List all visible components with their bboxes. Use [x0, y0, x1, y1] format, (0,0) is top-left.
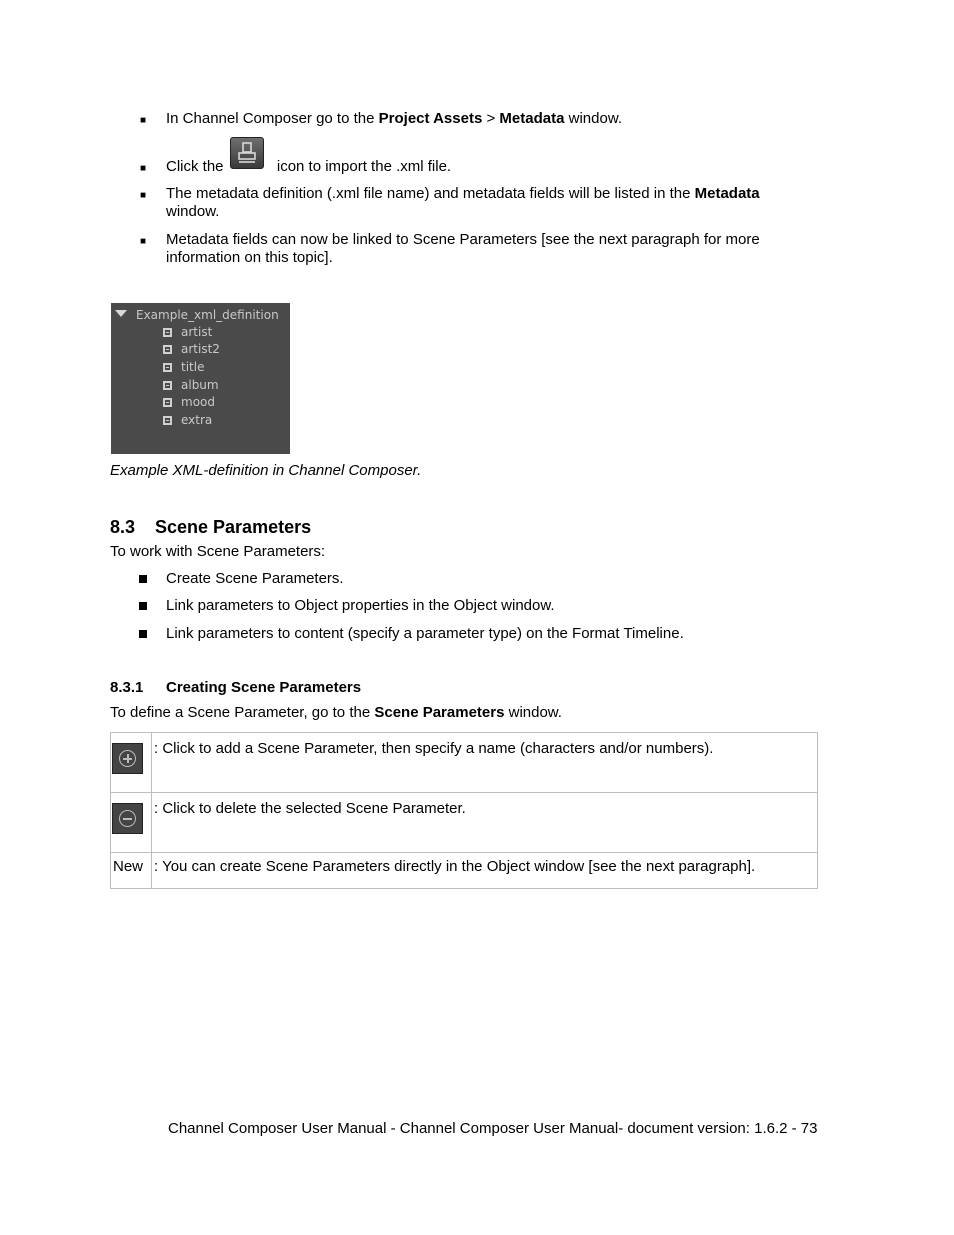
metadata-field[interactable]: artist2: [163, 341, 220, 357]
section-intro: To work with Scene Parameters:: [110, 543, 326, 560]
bullet-marker: [139, 602, 147, 610]
figure-caption: Example XML-definition in Channel Composer.: [110, 462, 422, 479]
page-footer: Channel Composer User Manual - Channel Composer User Manual- document version: 1.6.2 - 73: [168, 1120, 818, 1137]
plus-circle-icon[interactable]: [112, 743, 143, 774]
field-icon: [163, 345, 172, 354]
bullet-marker: ■: [140, 236, 147, 247]
instruction-item: The metadata definition (.xml file name) and metadata fields will be listed in the Metadata window.: [166, 185, 760, 220]
minus-circle-icon[interactable]: [112, 803, 143, 834]
bullet-marker: ■: [140, 115, 147, 126]
field-icon: [163, 363, 172, 372]
bullet-marker: [139, 630, 147, 638]
metadata-field[interactable]: artist: [163, 324, 212, 340]
import-xml-icon: [230, 137, 264, 169]
field-icon: [163, 398, 172, 407]
table-cell-description: : Click to delete the selected Scene Parameter.: [152, 793, 818, 853]
metadata-field[interactable]: extra: [163, 412, 212, 428]
step-item: Create Scene Parameters.: [166, 570, 344, 587]
field-icon: [163, 328, 172, 337]
field-icon: [163, 416, 172, 425]
metadata-field[interactable]: title: [163, 359, 204, 375]
table-cell-description: : Click to add a Scene Parameter, then specify a name (characters and/or numbers).: [152, 733, 818, 793]
bullet-marker: ■: [140, 190, 147, 201]
step-item: Link parameters to Object properties in the Object window.: [166, 597, 555, 614]
expand-triangle-icon[interactable]: [115, 310, 127, 317]
metadata-root-node[interactable]: Example_xml_definition: [115, 307, 279, 323]
metadata-field[interactable]: album: [163, 377, 219, 393]
field-icon: [163, 381, 172, 390]
import-xml-icon-glyph: [231, 138, 263, 168]
section-heading: 8.3 Scene Parameters: [110, 517, 312, 537]
bullet-marker: [139, 575, 147, 583]
metadata-field[interactable]: mood: [163, 394, 215, 410]
instruction-item: Metadata fields can now be linked to Scene Parameters [see the next paragraph for more information on this topic].: [166, 231, 760, 266]
table-row: [111, 733, 818, 793]
table-row: [111, 853, 818, 889]
table-cell-label: New: [111, 853, 152, 889]
bullet-marker: ■: [140, 163, 147, 174]
metadata-panel: [111, 303, 290, 454]
instruction-item: In Channel Composer go to the Project Assets > Metadata window.: [166, 110, 622, 127]
subsection-intro: To define a Scene Parameter, go to the Scene Parameters window.: [110, 704, 562, 721]
scene-parameter-controls-table: [110, 732, 818, 889]
instruction-item: Click the icon to import the .xml file.: [166, 158, 452, 175]
table-row: [111, 793, 818, 853]
subsection-heading: 8.3.1 Creating Scene Parameters: [110, 679, 362, 696]
step-item: Link parameters to content (specify a parameter type) on the Format Timeline.: [166, 625, 684, 642]
table-cell-description: : You can create Scene Parameters directly in the Object window [see the next paragraph].: [152, 853, 818, 889]
